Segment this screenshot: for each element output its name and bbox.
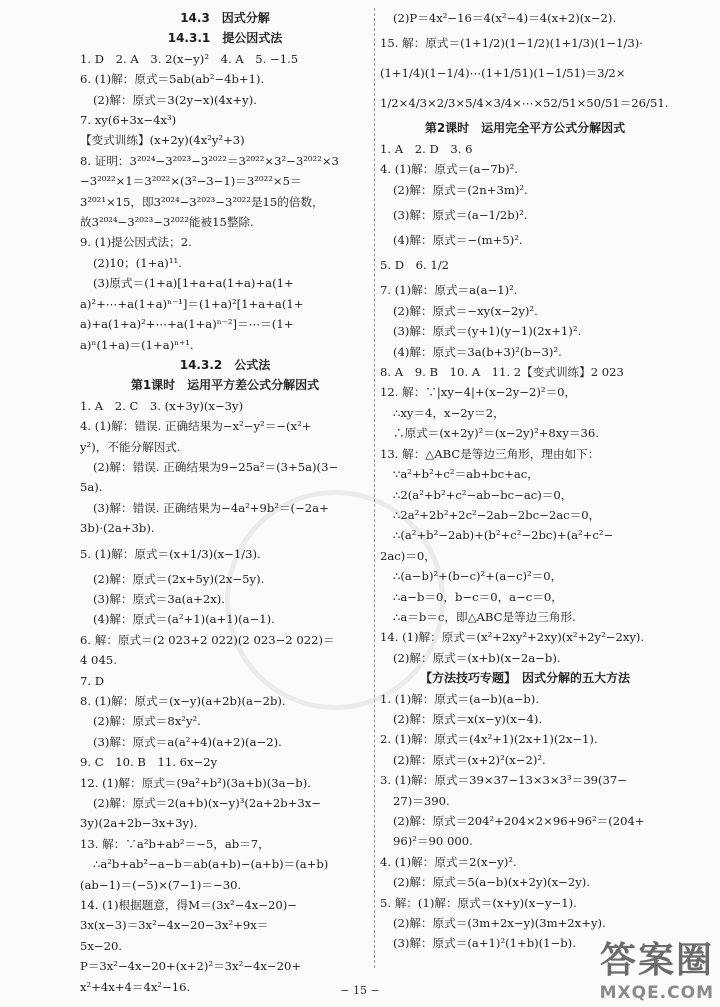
answer-line: 3²⁰²¹×15，即3²⁰²⁴−3²⁰²³−3²⁰²²是15的倍数，	[80, 194, 324, 209]
answer-line: −3²⁰²²×1＝3²⁰²²×(3²−3−1)＝3²⁰²²×5＝	[80, 174, 302, 189]
answer-line: 2. (1)解：原式＝(4x²+1)(2x+1)(2x−1).	[380, 732, 598, 747]
answer-line: 1. A 2. D 3. 6	[380, 141, 473, 156]
answer-line: 4. (1)解：错误. 正确结果为−x²−y²＝−(x²+	[80, 419, 312, 434]
column-divider	[374, 8, 375, 968]
answer-line: (2)解：原式＝x(x−y)(x−4).	[393, 711, 543, 726]
answer-line: 27)＝390.	[393, 793, 450, 808]
section-heading: 14.3 因式分解	[180, 11, 270, 25]
answer-line: 5. 解：(1)解：原式＝(x+y)(x−y−1).	[380, 895, 577, 910]
answer-line: 6. 解：原式＝(2 023+2 022)(2 023−2 022)＝	[80, 632, 335, 647]
answer-line: ∴原式＝(x+2y)²＝(x−2y)²+8xy＝36.	[393, 426, 599, 441]
section-heading: 【方法技巧专题】 因式分解的五大方法	[419, 671, 630, 686]
answer-line: (2)解：原式＝(3m+2x−y)(3m+2x+y).	[393, 916, 606, 931]
answer-line: y²)，不能分解因式.	[80, 439, 181, 454]
answer-line: 12. (1)解：原式＝(9a²+b²)(3a+b)(3a−b).	[80, 775, 311, 790]
right-column	[380, 8, 670, 954]
answer-line: (3)原式＝(1+a)[1+a+a(1+a)+a(1+	[93, 276, 294, 291]
answer-line: ∴(a−b)²+(b−c)²+(a−c)²＝0，	[393, 569, 563, 584]
answer-line: 7. (1)解：原式＝a(a−1)².	[380, 283, 518, 298]
answer-line: (ab−1)＝(−5)×(7−1)＝−30.	[80, 877, 242, 892]
answer-line: (2)解：原式＝(x+2)²(x−2)².	[393, 752, 546, 767]
answer-line: (2)10；(1+a)¹¹.	[93, 255, 182, 270]
answer-line: 1. (1)解：原式＝(a−b)(a−b).	[380, 691, 540, 706]
answer-line: (4)解：原式＝−(m+5)².	[393, 233, 523, 248]
answer-line: (1+1/4)(1−1/4)⋯(1+1/51)(1−1/51)＝3/2×	[380, 66, 626, 81]
answer-line: x²+4x+4＝4x²−16.	[80, 979, 191, 994]
answer-line: 6. (1)解：原式＝5ab(ab²−4b+1).	[80, 72, 265, 87]
answer-line: 1. A 2. C 3. (x+3y)(x−3y)	[80, 398, 244, 413]
answer-line: 【变式训练】(x+2y)(4x²y²+3)	[80, 133, 245, 148]
answer-line: 8. A 9. B 10. A 11. 2【变式训练】2 023	[380, 365, 624, 380]
answer-line: ∴2a²+2b²+2c²−2ab−2bc−2ac＝0，	[393, 507, 601, 522]
answer-line: (4)解：原式＝(a²+1)(a+1)(a−1).	[93, 612, 275, 627]
answer-line: 4. (1)解：原式＝(a−7b)².	[380, 162, 518, 177]
section-heading: 14.3.2 公式法	[179, 357, 271, 372]
site-watermark	[600, 932, 714, 1003]
answer-line: (3)解：错误. 正确结果为−4a²+9b²＝(−2a+	[93, 500, 329, 515]
answer-line: 5x−20.	[80, 938, 123, 953]
answer-line: ∴(a²+b²−2ab)+(b²+c²−2bc)+(a²+c²−	[393, 528, 614, 543]
answer-line: 13. 解：△ABC是等边三角形，理由如下：	[380, 446, 600, 461]
answer-line: 5. (1)解：原式＝(x+1/3)(x−1/3).	[80, 546, 261, 561]
answer-line: 4. (1)解：原式＝2(x−y)².	[380, 854, 517, 869]
section-heading: 第1课时 运用平方差公式分解因式	[130, 378, 320, 393]
answer-line: (2)解：原式＝−xy(x−2y)².	[393, 303, 538, 318]
answer-line: (2)解：原式＝204²+204×2×96+96²＝(204+	[393, 814, 645, 828]
answer-line: 3b)·(2a+3b).	[80, 521, 155, 536]
left-column	[80, 8, 370, 997]
answer-line: 2ac)＝0，	[380, 548, 436, 563]
answer-line: (3)解：原式＝(a+1)²(1+b)(1−b).	[393, 936, 576, 951]
answer-line: 5. D 6. 1/2	[380, 258, 450, 273]
page-number: − 15 −	[340, 984, 380, 997]
watermark-url: MXQE.COM	[599, 983, 714, 1003]
answer-line: (2)解：原式＝5(a−b)(x+2y)(x−2y).	[393, 875, 590, 890]
answer-line: ∴xy＝4，x−2y＝2，	[393, 405, 505, 420]
answer-line: P＝3x²−4x−20+(x+2)²＝3x²−4x−20+	[80, 959, 302, 974]
answer-line: 12. 解：∵|xy−4|+(x−2y−2)²＝0，	[380, 385, 577, 400]
answer-line: (2)P＝4x²−16＝4(x²−4)＝4(x+2)(x−2).	[393, 11, 617, 25]
answer-line: 9. (1)提公因式法；2.	[80, 235, 192, 250]
answer-line: 3. (1)解：原式＝39×37−13×3×3³＝39(37−	[380, 773, 627, 788]
answer-line: 7. D	[80, 673, 105, 688]
answer-line: 14. (1)解：原式＝(x²+2xy²+2xy)(x²+2y²−2xy).	[380, 630, 645, 645]
answer-line: 4 045.	[80, 653, 117, 668]
answer-line: ∴2(a²+b²+c²−ab−bc−ac)＝0，	[393, 487, 573, 502]
answer-line: 1/2×4/3×2/3×5/4×3/4×⋯×52/51×50/51＝26/51.	[380, 96, 669, 111]
watermark-logo-text: 答案圈	[599, 940, 714, 981]
answer-line: 3y)(2a+2b−3x+3y).	[80, 816, 198, 831]
answer-line: ∴a²b+ab²−a−b＝ab(a+b)−(a+b)＝(a+b)	[93, 857, 329, 872]
answer-line: (2)解：原式＝(2x+5y)(2x−5y).	[93, 571, 265, 586]
answer-line: a)ⁿ(1+a)＝(1+a)ⁿ⁺¹.	[80, 337, 194, 352]
answer-line: 8. 证明：3²⁰²⁴−3²⁰²³−3²⁰²²＝3²⁰²²×3²−3²⁰²²×3	[80, 153, 339, 168]
answer-line: (3)解：原式＝(y+1)(y−1)(2x+1)².	[393, 324, 582, 339]
answer-line: (2)解：原式＝(2n+3m)².	[393, 182, 528, 197]
answer-line: ∵a²+b²+c²＝ab+bc+ac，	[393, 467, 539, 482]
answer-line: 96)²＝90 000.	[393, 834, 473, 849]
section-heading: 第2课时 运用完全平方公式分解因式	[424, 121, 626, 136]
answer-line: (2)解：原式＝3(2y−x)(4x+y).	[93, 92, 257, 107]
answer-line: 14. (1)根据题意，得M＝(3x²−4x−20)−	[80, 898, 297, 913]
answer-line: (3)解：原式＝a(a²+4)(a+2)(a−2).	[93, 734, 282, 749]
answer-line: 故3²⁰²⁴−3²⁰²³−3²⁰²²能被15整除.	[80, 215, 254, 230]
answer-line: 13. 解：∵a²b+ab²＝−5，ab＝7，	[80, 836, 270, 851]
answer-line: 5a).	[80, 480, 103, 495]
answer-line: 1. D 2. A 3. 2(x−y)² 4. A 5. −1.5	[80, 51, 299, 66]
answer-line: 8. (1)解：原式＝(x−y)(a+2b)(a−2b).	[80, 694, 286, 708]
answer-line: 3x(x−3)＝3x²−4x−20−3x²+9x＝	[80, 918, 269, 933]
answer-line: (4)解：原式＝3a(b+3)²(b−3)².	[393, 344, 562, 359]
answer-line: (3)解：原式＝3a(a+2x).	[93, 591, 225, 606]
answer-line: (2)解：原式＝(x+b)(x−2a−b).	[393, 650, 561, 665]
answer-line: a)²+⋯+a(1+a)ⁿ⁻¹]＝(1+a)²[1+a+a(1+	[80, 296, 304, 311]
answer-line: 9. C 10. B 11. 6x−2y	[80, 755, 218, 770]
answer-line: (2)解：原式＝8x²y².	[93, 714, 201, 729]
answer-line: ∴a−b＝0，b−c＝0，a−c＝0，	[393, 589, 563, 604]
answer-line: (2)解：原式＝2(a+b)(x−y)³(2a+2b+3x−	[93, 796, 322, 811]
answer-line: 7. xy(6+3x−4x³)	[80, 113, 177, 128]
answer-line: (2)解：错误. 正确结果为9−25a²＝(3+5a)(3−	[93, 459, 339, 474]
section-heading: 14.3.1 提公因式法	[167, 31, 283, 46]
answer-line: ∴a＝b＝c，即△ABC是等边三角形.	[393, 609, 576, 624]
answer-line: a)+a(1+a)²+⋯+a(1+a)ⁿ⁻²]＝⋯＝(1+	[80, 317, 294, 332]
answer-line: 15. 解：原式＝(1+1/2)(1−1/2)(1+1/3)(1−1/3)·	[380, 36, 643, 51]
answer-line: (3)解：原式＝(a−1/2b)².	[393, 208, 528, 223]
